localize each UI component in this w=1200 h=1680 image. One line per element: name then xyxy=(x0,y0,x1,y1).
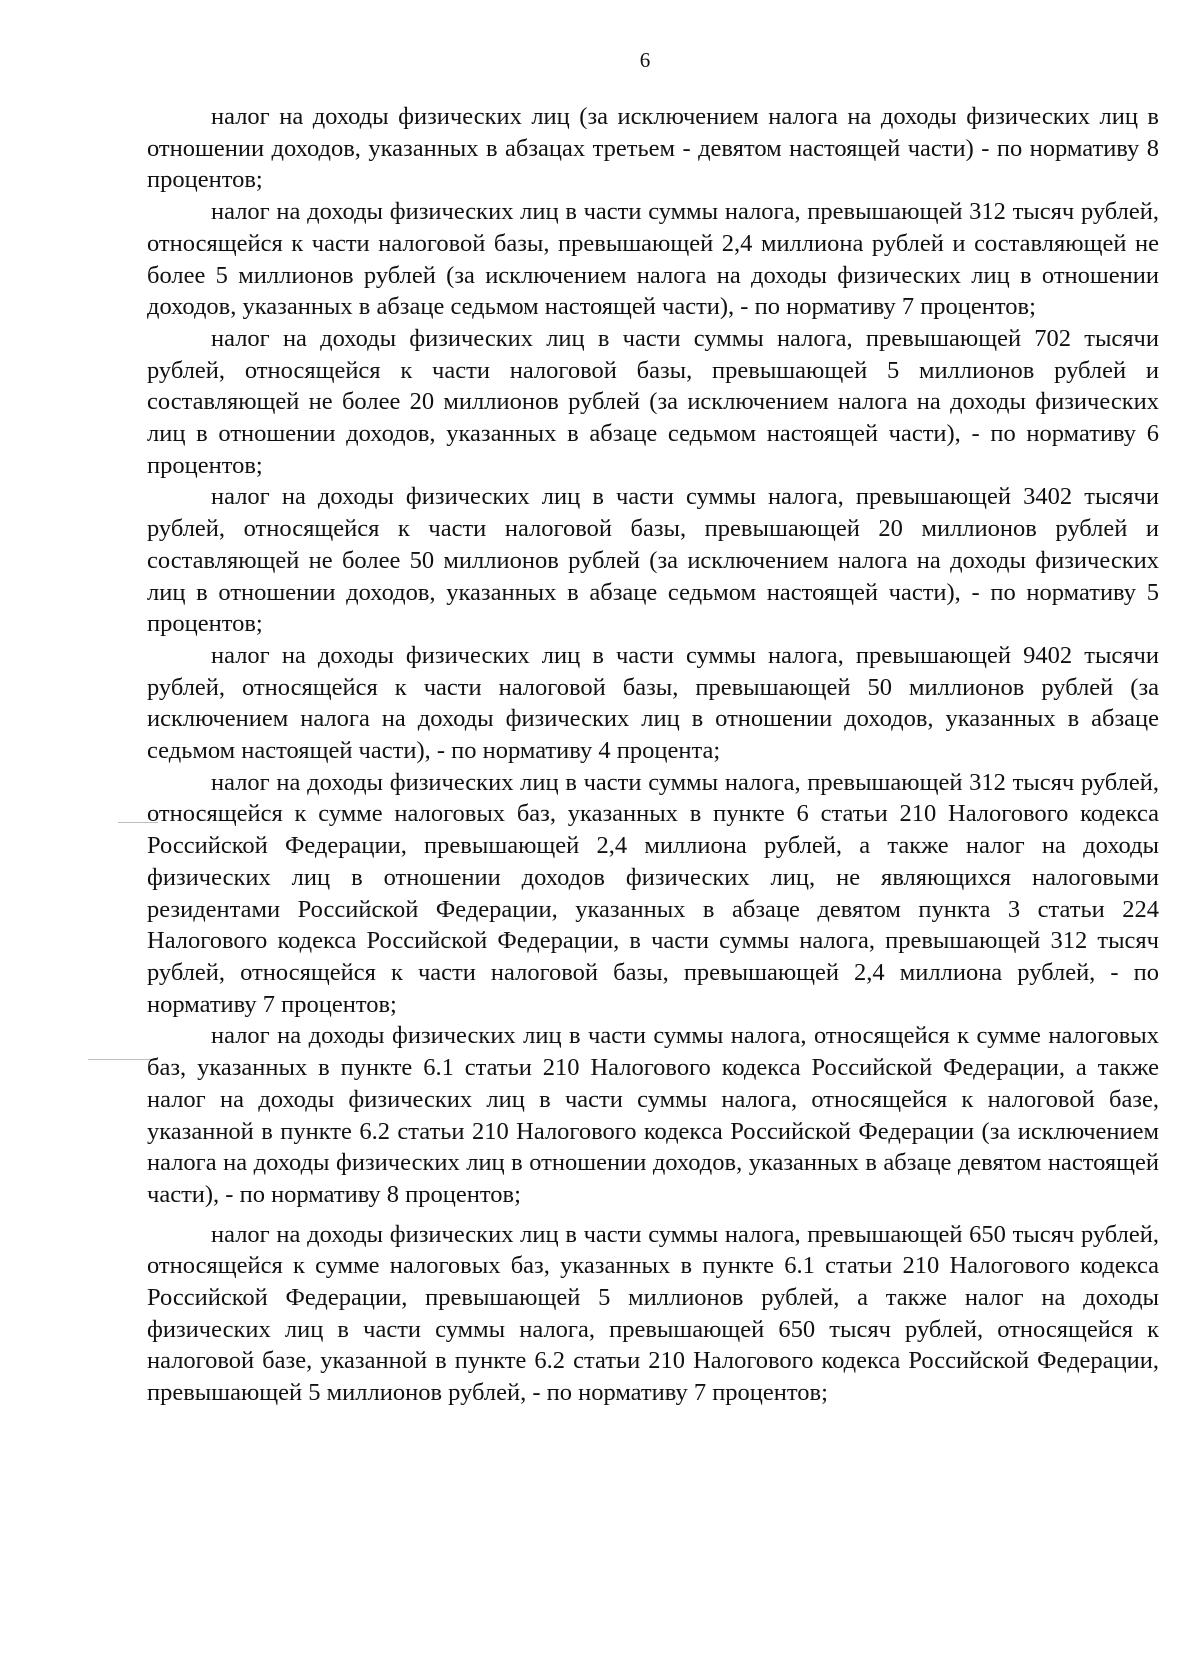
paragraph-ndfl-650-thousand: налог на доходы физических лиц в части суммы налога, превышающей 650 тысяч рублей, относящейся к сумме налоговых баз, указанных в пункте 6.1 статьи 210 Налогового кодекса Российской Федерации, превышающей 5 миллионов рублей, а также налог на доходы физических лиц в части суммы налога, превышающей 650 тысяч рублей, относящейся к налоговой базе, указанной в пункте 6.2 статьи 210 Налогового кодекса Российской Федерации, превышающей 5 миллионов рублей, - по нормативу 7 процентов; xyxy=(147,1220,1159,1407)
page-number: 6 xyxy=(639,48,651,72)
paragraph-ndfl-702-thousand: налог на доходы физических лиц в части суммы налога, превышающей 702 тысячи рублей, относящейся к части налоговой базы, превышающей 5 миллионов рублей и составляющей не более 20 миллионов рублей (за исключением налога на доходы физических лиц в отношении доходов, указанных в абзаце седьмом настоящей части), - по нормативу 6 процентов; xyxy=(147,324,1159,479)
paragraph-ndfl-312-thousand: налог на доходы физических лиц в части суммы налога, превышающей 312 тысяч рублей, относящейся к части налоговой базы, превышающей 2,4 миллиона рублей и составляющей не более 5 миллионов рублей (за исключением налога на доходы физических лиц в отношении доходов, указанных в абзаце седьмом настоящей части), - по нормативу 7 процентов; xyxy=(147,198,1159,321)
paragraph-ndfl-nonresidents: налог на доходы физических лиц в части суммы налога, превышающей 312 тысяч рублей, относящейся к сумме налоговых баз, указанных в пункте 6 статьи 210 Налогового кодекса Российской Федерации, превышающей 2,4 миллиона рублей, а также налог на доходы физических лиц в отношении доходов физических лиц, не являющихся налоговыми резидентами Российской Федерации, указанных в абзаце девятом пункта 3 статьи 224 Налогового кодекса Российской Федерации, в части суммы налога, превышающей 312 тысяч рублей, относящейся к части налоговой базы, превышающей 2,4 миллиона рублей, - по нормативу 7 процентов; xyxy=(147,768,1159,1018)
paragraph-ndfl-9402-thousand: налог на доходы физических лиц в части суммы налога, превышающей 9402 тысячи рублей, относящейся к части налоговой базы, превышающей 50 миллионов рублей (за исключением налога на доходы физических лиц в отношении доходов, указанных в абзаце седьмом настоящей части), - по нормативу 4 процента; xyxy=(147,641,1159,765)
paragraph-ndfl-point-6-1: налог на доходы физических лиц в части суммы налога, относящейся к сумме налоговых баз, указанных в пункте 6.1 статьи 210 Налогового кодекса Российской Федерации, а также налог на доходы физических лиц в части суммы налога, относящейся к налоговой базе, указанной в пункте 6.2 статьи 210 Налогового кодекса Российской Федерации (за исключением налога на доходы физических лиц в отношении доходов, указанных в абзаце девятом настоящей части), - по нормативу 8 процентов; xyxy=(147,1022,1159,1208)
document-body xyxy=(147,101,1159,1409)
paragraph-ndfl-8-percent: налог на доходы физических лиц (за исключением налога на доходы физических лиц в отношении доходов, указанных в абзацах третьем - девятом настоящей части) - по нормативу 8 процентов; xyxy=(147,103,1159,194)
paragraph-ndfl-3402-thousand: налог на доходы физических лиц в части суммы налога, превышающей 3402 тысячи рублей, относящейся к части налоговой базы, превышающей 20 миллионов рублей и составляющей не более 50 миллионов рублей (за исключением налога на доходы физических лиц в отношении доходов, указанных в абзаце седьмом настоящей части), - по нормативу 5 процентов; xyxy=(147,483,1159,638)
